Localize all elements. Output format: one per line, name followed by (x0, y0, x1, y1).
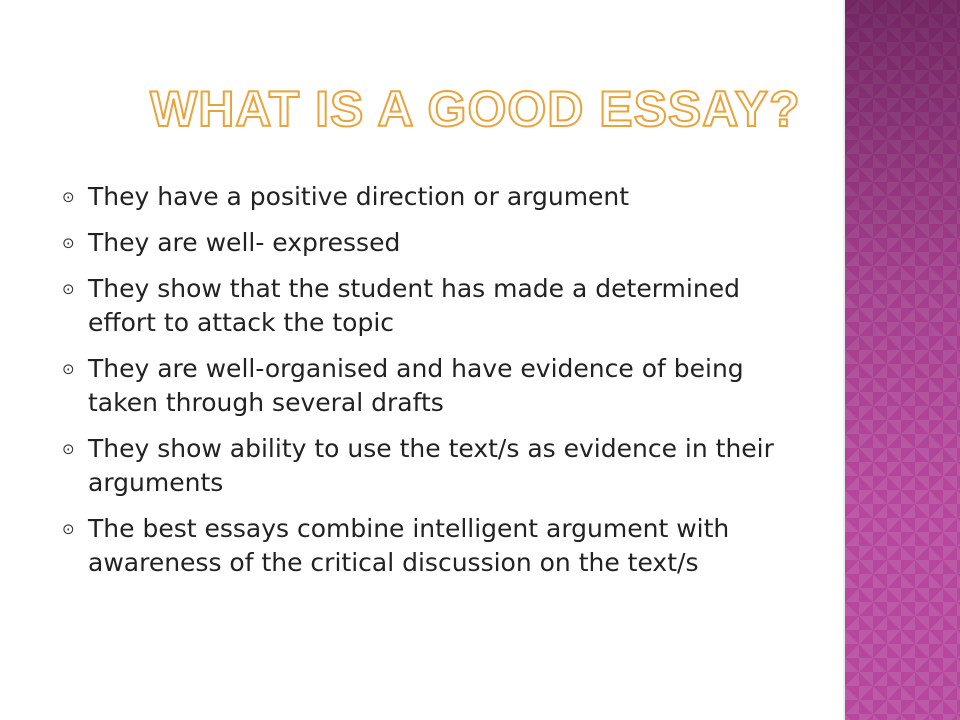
list-item (62, 432, 782, 500)
bullet-text: They show that the student has made a determined effort to attack the topic (88, 274, 740, 337)
circled-arrow-icon: ⊙ (62, 440, 75, 458)
slide-title: WHAT IS A GOOD ESSAY? (150, 81, 801, 137)
list-item (62, 180, 782, 214)
circled-arrow-icon: ⊙ (62, 520, 75, 538)
bullet-text: They have a positive direction or argument (88, 182, 630, 211)
list-item (62, 226, 782, 260)
list-item (62, 512, 782, 580)
decorative-side-panel (845, 0, 960, 720)
circled-arrow-icon: ⊙ (62, 188, 75, 206)
circled-arrow-icon: ⊙ (62, 234, 75, 252)
bullet-text: They are well- expressed (88, 228, 401, 257)
list-item (62, 272, 782, 340)
circled-arrow-icon: ⊙ (62, 280, 75, 298)
list-item (62, 352, 782, 420)
bullet-text: They show ability to use the text/s as evidence in their arguments (88, 434, 774, 497)
bullet-list (62, 180, 782, 592)
bullet-text: The best essays combine intelligent argument with awareness of the critical discussion on the text/s (88, 514, 730, 577)
bullet-text: They are well-organised and have evidence of being taken through several drafts (88, 354, 744, 417)
circled-arrow-icon: ⊙ (62, 360, 75, 378)
